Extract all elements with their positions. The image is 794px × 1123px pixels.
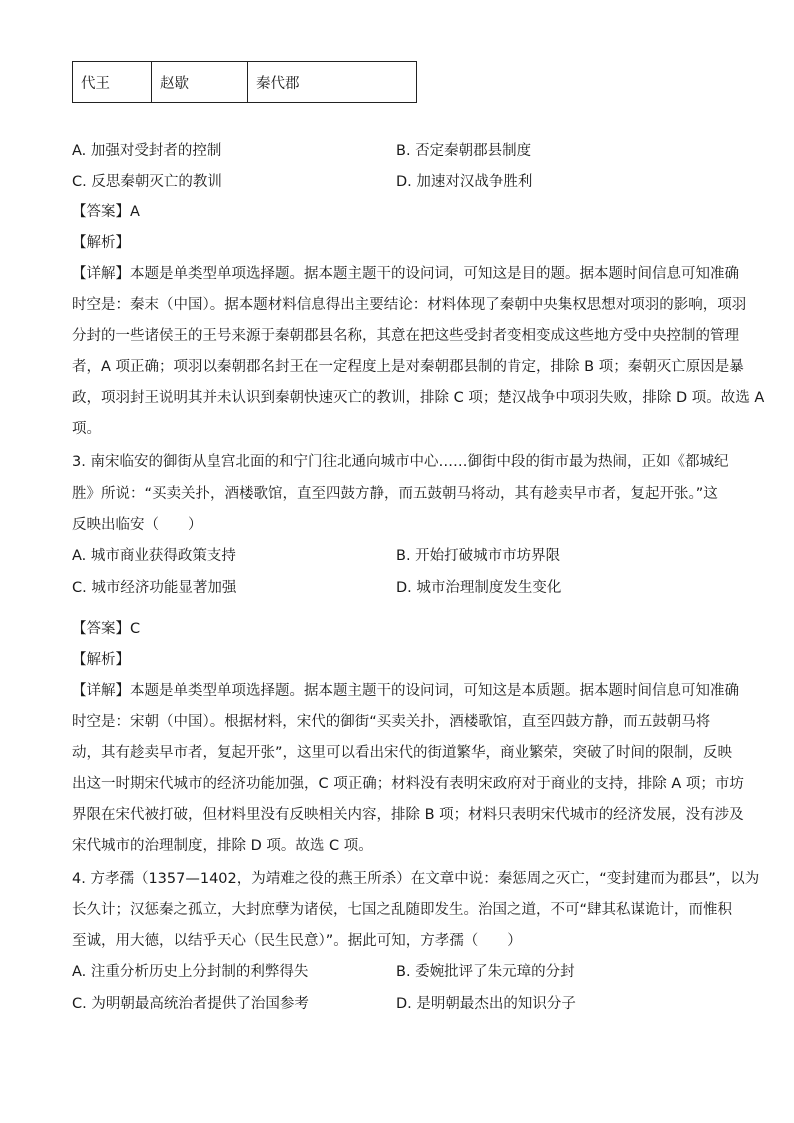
q3-detail-line: 时空是：宋朝（中国）。根据材料，宋代的御街“买卖关扑，酒楼歌馆，直至四鼓方静，而五鼓朝马将 bbox=[72, 714, 711, 730]
q2-option-d: D. 加速对汉战争胜利 bbox=[396, 174, 533, 190]
q3-answer: 【答案】C bbox=[72, 621, 141, 637]
q2-detail-line: 【详解】本题是单类型单项选择题。据本题主题干的设问词，可知这是目的题。据本题时间信息可知准确 bbox=[72, 266, 739, 282]
q2-detail-line: 时空是：秦末（中国）。据本题材料信息得出主要结论：材料体现了秦朝中央集权思想对项羽的影响，项羽 bbox=[72, 297, 747, 313]
q3-stem-line: 反映出临安（ ） bbox=[72, 517, 203, 533]
q3-stem-line: 3. 南宋临安的御街从皇宫北面的和宁门往北通向城市中心……御街中段的街市最为热闹，正如《都城纪 bbox=[72, 454, 729, 470]
table-cell-person: 赵歇 bbox=[152, 62, 248, 102]
q2-detail-line: 政，项羽封王说明其并未认识到秦朝快速灭亡的教训，排除 C 项；楚汉战争中项羽失败，排除 D 项。故选 A bbox=[72, 390, 765, 406]
fief-table bbox=[72, 61, 417, 103]
q2-analysis-heading: 【解析】 bbox=[72, 235, 130, 251]
q4-option-d: D. 是明朝最杰出的知识分子 bbox=[396, 996, 576, 1012]
table-cell-king: 代王 bbox=[73, 62, 152, 102]
q2-option-a: A. 加强对受封者的控制 bbox=[72, 143, 222, 159]
q2-answer: 【答案】A bbox=[72, 204, 140, 220]
q3-detail-line: 【详解】本题是单类型单项选择题。据本题主题干的设问词，可知这是本质题。据本题时间信息可知准确 bbox=[72, 683, 739, 699]
q3-stem-line: 胜》所说：“买卖关扑，酒楼歌馆，直至四鼓方静，而五鼓朝马将动，其有趁卖早市者，复起开张。”这 bbox=[72, 486, 718, 502]
q3-detail-line: 界限在宋代被打破，但材料里没有反映相关内容，排除 B 项；材料只表明宋代城市的经济发展，没有涉及 bbox=[72, 807, 744, 823]
q4-option-b: B. 委婉批评了朱元璋的分封 bbox=[396, 964, 575, 980]
q2-option-c: C. 反思秦朝灭亡的教训 bbox=[72, 174, 222, 190]
table-cell-commandery: 秦代郡 bbox=[256, 75, 300, 92]
q3-option-b: B. 开始打破城市市坊界限 bbox=[396, 548, 561, 564]
q3-option-d: D. 城市治理制度发生变化 bbox=[396, 580, 562, 596]
q3-option-c: C. 城市经济功能显著加强 bbox=[72, 580, 237, 596]
q4-option-c: C. 为明朝最高统治者提供了治国参考 bbox=[72, 996, 309, 1012]
q4-option-a: A. 注重分析历史上分封制的利弊得失 bbox=[72, 964, 309, 980]
q3-option-a: A. 城市商业获得政策支持 bbox=[72, 548, 236, 564]
q2-detail-line: 项。 bbox=[72, 421, 101, 437]
q3-detail-line: 出这一时期宋代城市的经济功能加强，C 项正确；材料没有表明宋政府对于商业的支持，排除 A 项；市坊 bbox=[72, 776, 744, 792]
q2-option-b: B. 否定秦朝郡县制度 bbox=[396, 143, 532, 159]
q4-stem-line: 4. 方孝孺（1357—1402，为靖难之役的燕王所杀）在文章中说：秦惩周之灭亡，“变封建而为郡县”，以为 bbox=[72, 871, 760, 887]
q2-detail-line: 分封的一些诸侯王的王号来源于秦朝郡县名称，其意在把这些受封者变相变成这些地方受中央控制的管理 bbox=[72, 328, 739, 344]
q4-stem-line: 至诚，用大德，以结乎天心（民生民意）”。据此可知，方孝孺（ ） bbox=[72, 933, 522, 949]
q3-analysis-heading: 【解析】 bbox=[72, 652, 130, 668]
q4-stem-line: 长久计；汉惩秦之孤立，大封庶孽为诸侯，七国之乱随即发生。治国之道，不可“肆其私谋诡计，而惟积 bbox=[72, 902, 733, 918]
q2-detail-line: 者，A 项正确；项羽以秦朝郡名封王在一定程度上是对秦朝郡县制的肯定，排除 B 项；秦朝灭亡原因是暴 bbox=[72, 359, 744, 375]
q3-detail-line: 动，其有趁卖早市者，复起开张”，这里可以看出宋代的街道繁华，商业繁荣，突破了时间的限制，反映 bbox=[72, 745, 733, 761]
q3-detail-line: 宋代城市的治理制度，排除 D 项。故选 C 项。 bbox=[72, 838, 373, 854]
